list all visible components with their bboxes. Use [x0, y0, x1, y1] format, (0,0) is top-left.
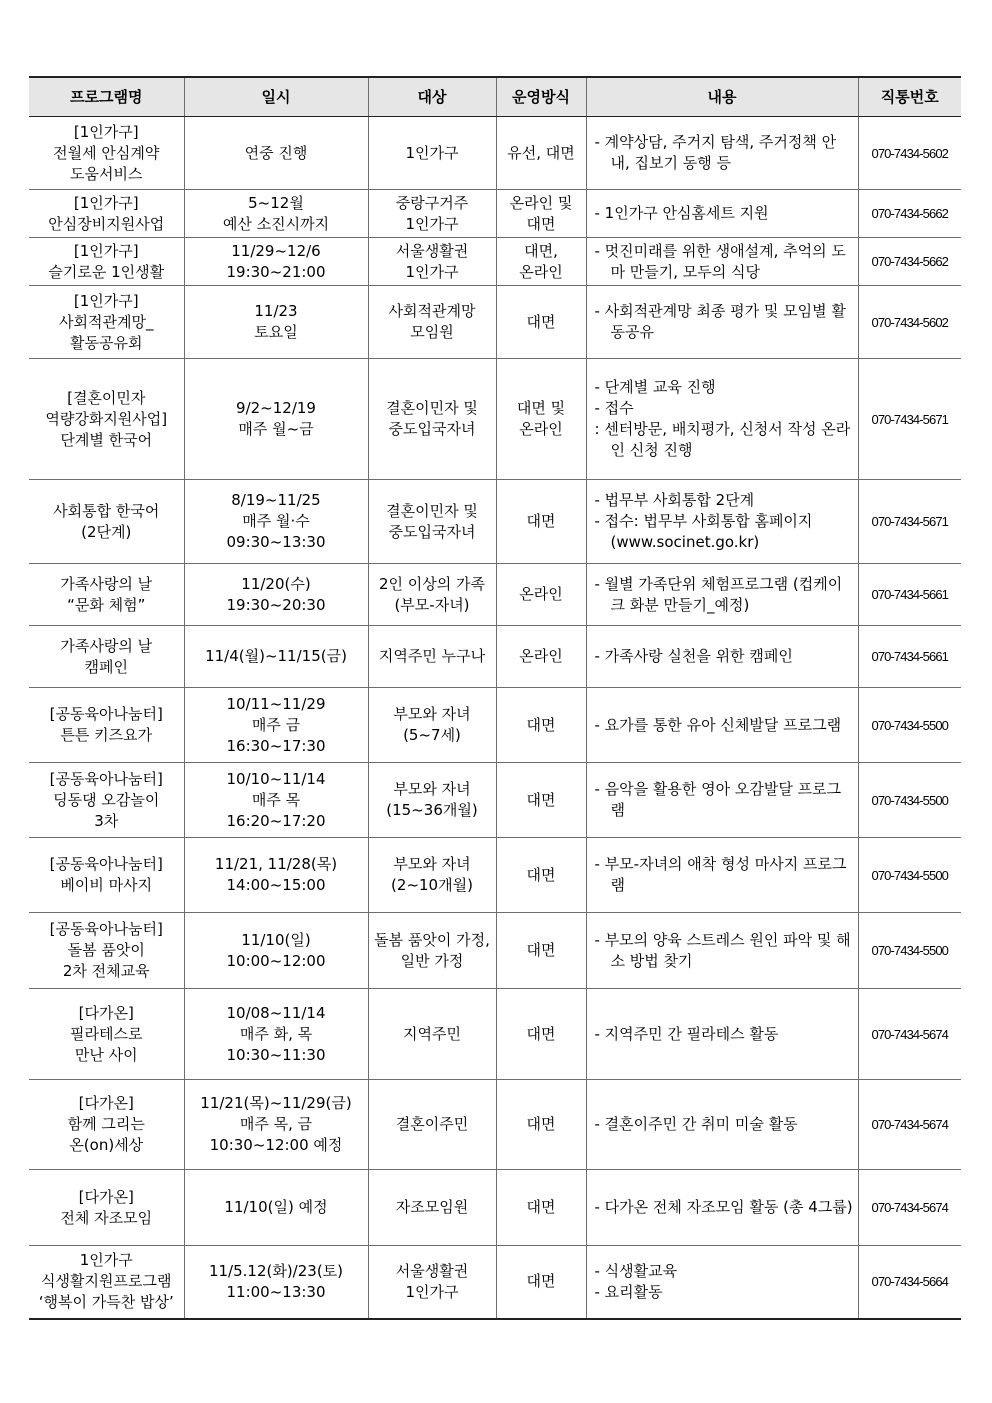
phone-number: 070-7434-5664: [871, 1274, 948, 1290]
target-cell-text: 자조모임원: [395, 1198, 469, 1216]
date-cell: [184, 688, 368, 763]
phone-number: 070-7434-5674: [871, 1026, 948, 1042]
content-cell: [586, 626, 858, 688]
date-cell-text: 11/5.12(화)/23(토) 11:00~13:30: [208, 1261, 344, 1301]
content-line: - 접수: [594, 399, 634, 417]
target-cell-text: 지역주민 누구나: [378, 647, 486, 665]
phone-number: 070-7434-5500: [871, 717, 948, 733]
method-cell-text: 대면, 온라인: [519, 241, 563, 281]
program-name-cell: [29, 838, 184, 913]
phone-cell: [858, 1080, 961, 1170]
program-name-cell-text: [공동육아나눔터] 튼튼 키즈요가: [49, 705, 163, 744]
table-body: [29, 117, 961, 1319]
program-name-cell: [29, 989, 184, 1080]
table-row: [29, 286, 961, 359]
target-cell: [368, 1246, 496, 1319]
content-cell: [586, 913, 858, 989]
content-cell: [586, 838, 858, 913]
content-line: - 지역주민 간 필라테스 활동: [594, 1024, 779, 1043]
program-name-cell: [29, 117, 184, 190]
program-name-cell-text: [결혼이민자 역량강화지원사업] 단계별 한국어: [45, 388, 168, 449]
content-line: - 접수: 법무부 사회통합 홈페이지 (www.socinet.go.kr): [594, 512, 813, 551]
method-cell: [496, 238, 586, 286]
method-cell: [496, 763, 586, 838]
program-name-cell: [29, 359, 184, 480]
method-cell: [496, 286, 586, 359]
date-cell-text: 11/21, 11/28(목) 14:00~15:00: [214, 855, 338, 894]
header-content: 내용: [586, 77, 858, 117]
content-line: : 센터방문, 배치평가, 신청서 작성 온라인 신청 진행: [594, 420, 851, 459]
program-name-cell-text: [다가온] 전체 자조모임: [60, 1187, 153, 1227]
content-cell: [586, 763, 858, 838]
program-name-cell-text: [1인가구] 안심장비지원사업: [48, 193, 165, 233]
table-row: [29, 117, 961, 190]
content-line: - 음악을 활용한 영아 오감발달 프로그램: [594, 780, 842, 819]
date-cell-text: 10/10~11/14 매주 목 16:20~17:20: [226, 769, 326, 830]
program-name-cell: [29, 688, 184, 763]
target-cell: [368, 989, 496, 1080]
target-cell-text: 서울생활권 1인가구: [395, 1261, 469, 1301]
date-cell: [184, 838, 368, 913]
target-cell-text: 지역주민: [403, 1024, 461, 1043]
content-line: - 식생활교육: [594, 1261, 678, 1280]
method-cell: [496, 989, 586, 1080]
method-cell-text: 유선, 대면: [507, 143, 575, 162]
content-line: - 계약상담, 주거지 탐색, 주거정책 안내, 집보기 동행 등: [594, 133, 837, 172]
method-cell-text: 온라인: [519, 647, 563, 665]
content-line: - 요가를 통한 유아 신체발달 프로그램: [594, 715, 842, 734]
phone-cell: [858, 286, 961, 359]
program-name-cell-text: [1인가구] 사회적관계망_ 활동공유회: [59, 291, 154, 352]
table-row: [29, 1170, 961, 1246]
table-row: [29, 190, 961, 238]
phone-cell: [858, 838, 961, 913]
method-cell-text: 대면: [526, 715, 556, 734]
date-cell-text: 10/08~11/14 매주 화, 목 10:30~11:30: [226, 1003, 326, 1064]
content-cell: [586, 1170, 858, 1246]
header-method: 운영방식: [496, 77, 586, 117]
target-cell: [368, 763, 496, 838]
target-cell-text: 결혼이민자 및 중도입국자녀: [386, 399, 478, 438]
date-cell: [184, 626, 368, 688]
target-cell: [368, 480, 496, 564]
phone-number: 070-7434-5602: [871, 145, 948, 161]
method-cell: [496, 913, 586, 989]
program-name-cell: [29, 564, 184, 626]
program-name-cell: [29, 1080, 184, 1170]
phone-cell: [858, 238, 961, 286]
header-phone: 직통번호: [858, 77, 961, 117]
content-line: - 1인가구 안심홈세트 지원: [594, 204, 769, 222]
target-cell-text: 부모와 자녀 (15~36개월): [386, 780, 478, 819]
date-cell-text: 11/23 토요일: [254, 302, 298, 341]
content-line: - 월별 가족단위 체험프로그램 (컵케이크 화분 만들기_예정): [594, 574, 843, 614]
program-name-cell-text: 1인가구 식생활지원프로그램 ‘행복이 가득찬 밥상’: [38, 1251, 174, 1312]
date-cell-text: 11/21(목)~11/29(금) 매주 목, 금 10:30~12:00 예정: [200, 1094, 352, 1154]
date-cell-text: 11/10(일) 예정: [224, 1198, 328, 1216]
target-cell: [368, 286, 496, 359]
table-row: [29, 564, 961, 626]
phone-number: 070-7434-5662: [871, 206, 948, 221]
program-name-cell-text: [1인가구] 슬기로운 1인생활: [48, 241, 165, 281]
method-cell-text: 대면: [526, 1115, 556, 1133]
method-cell-text: 대면: [526, 312, 556, 331]
program-name-cell-text: 가족사랑의 날 “문화 체험”: [60, 574, 153, 614]
date-cell: [184, 564, 368, 626]
table-row: [29, 989, 961, 1080]
phone-cell: [858, 190, 961, 238]
date-cell: [184, 913, 368, 989]
table-row: [29, 359, 961, 480]
target-cell: [368, 1080, 496, 1170]
target-cell-text: 돌봄 품앗이 가정, 일반 가정: [374, 930, 490, 970]
phone-cell: [858, 359, 961, 480]
content-line: - 부모의 양육 스트레스 원인 파악 및 해소 방법 찾기: [594, 930, 851, 970]
phone-cell: [858, 688, 961, 763]
date-cell-text: 11/4(월)~11/15(금): [205, 647, 347, 665]
target-cell-text: 1인가구: [405, 143, 459, 162]
target-cell-text: 서울생활권 1인가구: [395, 241, 469, 281]
date-cell: [184, 1246, 368, 1319]
target-cell: [368, 688, 496, 763]
program-name-cell-text: 사회통합 한국어 (2단계): [53, 501, 160, 541]
date-cell-text: 9/2~12/19 매주 월~금: [236, 399, 316, 438]
content-cell: [586, 359, 858, 480]
content-line: - 단계별 교육 진행: [594, 378, 716, 396]
phone-number: 070-7434-5674: [871, 1117, 948, 1132]
program-name-cell-text: [다가온] 필라테스로 만난 사이: [70, 1003, 143, 1064]
table-row: [29, 1080, 961, 1170]
target-cell: [368, 190, 496, 238]
date-cell-text: 11/29~12/6 19:30~21:00: [226, 241, 326, 281]
content-cell: [586, 989, 858, 1080]
target-cell: [368, 626, 496, 688]
phone-number: 070-7434-5671: [871, 514, 948, 529]
method-cell: [496, 117, 586, 190]
target-cell: [368, 117, 496, 190]
phone-number: 070-7434-5661: [871, 649, 948, 664]
phone-cell: [858, 913, 961, 989]
phone-cell: [858, 1170, 961, 1246]
content-line: - 요리활동: [594, 1282, 663, 1301]
content-cell: [586, 480, 858, 564]
target-cell-text: 부모와 자녀 (5~7세): [393, 705, 471, 744]
target-cell: [368, 913, 496, 989]
phone-number: 070-7434-5500: [871, 867, 948, 883]
phone-cell: [858, 480, 961, 564]
method-cell: [496, 1246, 586, 1319]
program-name-cell: [29, 238, 184, 286]
date-cell: [184, 763, 368, 838]
method-cell-text: 온라인 및 대면: [509, 193, 573, 233]
program-schedule-table: [29, 76, 961, 1320]
header-target: 대상: [368, 77, 496, 117]
date-cell-text: 11/10(일) 10:00~12:00: [226, 930, 326, 970]
method-cell-text: 대면: [526, 1198, 556, 1216]
phone-cell: [858, 763, 961, 838]
target-cell-text: 결혼이주민: [395, 1115, 469, 1133]
target-cell-text: 결혼이민자 및 중도입국자녀: [386, 501, 478, 541]
content-cell: [586, 1246, 858, 1319]
date-cell-text: 5~12월 예산 소진시까지: [222, 193, 330, 233]
program-name-cell-text: [다가온] 함께 그리는 온(on)세상: [67, 1094, 145, 1154]
content-line: - 법무부 사회통합 2단계: [594, 491, 755, 509]
phone-number: 070-7434-5500: [871, 943, 948, 958]
content-line: - 멋진미래를 위한 생애설계, 추억의 도마 만들기, 모두의 식당: [594, 241, 846, 281]
method-cell-text: 대면: [526, 1272, 556, 1291]
program-name-cell: [29, 913, 184, 989]
program-name-cell-text: [공동육아나눔터] 돌봄 품앗이 2차 전체교육: [49, 920, 163, 980]
method-cell: [496, 626, 586, 688]
program-name-cell-text: [공동육아나눔터] 딩동댕 오감놀이 3차: [49, 769, 163, 830]
content-cell: [586, 238, 858, 286]
date-cell: [184, 989, 368, 1080]
content-cell: [586, 564, 858, 626]
content-cell: [586, 117, 858, 190]
method-cell-text: 대면: [526, 790, 556, 809]
date-cell: [184, 480, 368, 564]
table-row: [29, 688, 961, 763]
method-cell: [496, 1080, 586, 1170]
table-row: [29, 838, 961, 913]
method-cell-text: 대면: [526, 865, 556, 884]
table-row: [29, 238, 961, 286]
content-line: - 사회적관계망 최종 평가 및 모임별 활동공유: [594, 302, 846, 341]
phone-number: 070-7434-5674: [871, 1200, 948, 1215]
phone-cell: [858, 989, 961, 1080]
method-cell-text: 대면: [526, 1024, 556, 1043]
header-date: 일시: [184, 77, 368, 117]
date-cell: [184, 359, 368, 480]
target-cell: [368, 564, 496, 626]
program-name-cell-text: [공동육아나눔터] 베이비 마사지: [49, 855, 163, 894]
table-row: [29, 763, 961, 838]
phone-number: 070-7434-5500: [871, 792, 948, 808]
target-cell-text: 사회적관계망 모임원: [388, 302, 476, 341]
table-header-row: [29, 77, 961, 117]
phone-number: 070-7434-5602: [871, 314, 948, 330]
program-name-cell: [29, 1170, 184, 1246]
program-name-cell: [29, 1246, 184, 1319]
date-cell: [184, 190, 368, 238]
program-name-cell: [29, 763, 184, 838]
phone-cell: [858, 117, 961, 190]
target-cell-text: 중랑구거주 1인가구: [395, 193, 469, 233]
date-cell-text: 8/19~11/25 매주 월·수 09:30~13:30: [226, 491, 326, 551]
method-cell-text: 대면: [526, 512, 556, 530]
program-name-cell-text: 가족사랑의 날 캠페인: [60, 636, 153, 676]
phone-number: 070-7434-5661: [871, 587, 948, 602]
method-cell: [496, 190, 586, 238]
method-cell: [496, 838, 586, 913]
program-name-cell: [29, 480, 184, 564]
phone-cell: [858, 1246, 961, 1319]
table-row: [29, 913, 961, 989]
program-name-cell: [29, 286, 184, 359]
method-cell-text: 온라인: [519, 585, 563, 603]
content-cell: [586, 190, 858, 238]
table-row: [29, 480, 961, 564]
method-cell-text: 대면 및 온라인: [516, 399, 566, 438]
program-name-cell-text: [1인가구] 전월세 안심계약 도움서비스: [53, 122, 160, 183]
program-name-cell: [29, 190, 184, 238]
method-cell: [496, 564, 586, 626]
target-cell-text: 2인 이상의 가족 (부모-자녀): [378, 574, 486, 614]
program-name-cell: [29, 626, 184, 688]
target-cell: [368, 238, 496, 286]
date-cell-text: 10/11~11/29 매주 금 16:30~17:30: [226, 694, 326, 755]
date-cell-text: 연중 진행: [244, 143, 308, 162]
date-cell: [184, 238, 368, 286]
method-cell: [496, 688, 586, 763]
table-row: [29, 626, 961, 688]
date-cell-text: 11/20(수) 19:30~20:30: [226, 574, 326, 614]
target-cell-text: 부모와 자녀 (2~10개월): [391, 855, 473, 894]
content-cell: [586, 688, 858, 763]
date-cell: [184, 286, 368, 359]
target-cell: [368, 1170, 496, 1246]
method-cell: [496, 480, 586, 564]
phone-number: 070-7434-5662: [871, 254, 948, 269]
target-cell: [368, 838, 496, 913]
date-cell: [184, 1080, 368, 1170]
content-line: - 부모-자녀의 애착 형성 마사지 프로그램: [594, 855, 847, 894]
method-cell: [496, 1170, 586, 1246]
date-cell: [184, 117, 368, 190]
method-cell: [496, 359, 586, 480]
content-line: - 결혼이주민 간 취미 미술 활동: [594, 1115, 798, 1133]
phone-cell: [858, 626, 961, 688]
header-program-name: 프로그램명: [29, 77, 184, 117]
content-line: - 가족사랑 실천을 위한 캠페인: [594, 647, 793, 665]
table-row: [29, 1246, 961, 1319]
date-cell: [184, 1170, 368, 1246]
content-cell: [586, 286, 858, 359]
phone-number: 070-7434-5671: [871, 411, 948, 427]
target-cell: [368, 359, 496, 480]
phone-cell: [858, 564, 961, 626]
content-line: - 다가온 전체 자조모임 활동 (총 4그룹): [594, 1198, 853, 1216]
method-cell-text: 대면: [526, 941, 556, 959]
content-cell: [586, 1080, 858, 1170]
